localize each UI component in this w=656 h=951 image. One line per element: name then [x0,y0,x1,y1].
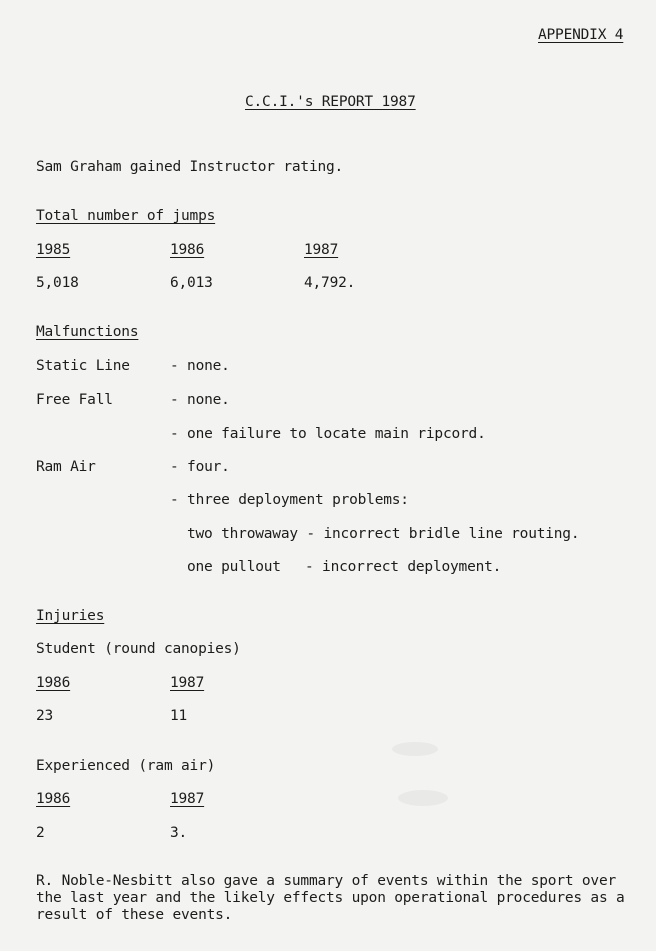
free-fall-value: - none. [170,392,230,408]
scan-smudge [398,790,448,806]
jumps-heading: Total number of jumps [36,208,216,224]
intro-text: Sam Graham gained Instructor rating. [36,159,344,175]
jumps-value-1985: 5,018 [36,275,79,291]
malfunctions-heading: Malfunctions [36,324,139,340]
experienced-label: Experienced (ram air) [36,758,216,774]
jumps-year-1986: 1986 [170,242,205,258]
ram-air-label: Ram Air [36,459,96,475]
student-value-1987: 11 [170,708,188,724]
experienced-value-1986: 2 [36,825,45,841]
free-fall-note: - one failure to locate main ripcord. [170,426,486,442]
injuries-heading: Injuries [36,608,105,624]
appendix-label: APPENDIX 4 [538,27,624,43]
student-year-1986: 1986 [36,675,71,691]
student-year-1987: 1987 [170,675,205,691]
student-label: Student (round canopies) [36,641,241,657]
jumps-value-1986: 6,013 [170,275,213,291]
ram-air-note: - three deployment problems: [170,492,409,508]
ram-air-value: - four. [170,459,230,475]
free-fall-label: Free Fall [36,392,113,408]
ram-air-detail-throwaway: two throwaway - incorrect bridle line routing. [187,526,580,542]
ram-air-detail-pullout-cause: - incorrect deployment. [305,559,502,575]
jumps-year-1985: 1985 [36,242,71,258]
jumps-year-1987: 1987 [304,242,339,258]
experienced-value-1987: 3. [170,825,188,841]
student-value-1986: 23 [36,708,54,724]
jumps-value-1987: 4,792. [304,275,356,291]
experienced-year-1987: 1987 [170,791,205,807]
closing-paragraph: R. Noble-Nesbitt also gave a summary of events within the sport over the last year and the likely effects upon operational procedures as a result of these events. [36,873,625,923]
ram-air-detail-pullout: one pullout [187,559,281,575]
experienced-year-1986: 1986 [36,791,71,807]
static-line-value: - none. [170,358,230,374]
page-title: C.C.I.'s REPORT 1987 [245,94,416,110]
static-line-label: Static Line [36,358,130,374]
scan-smudge [392,742,438,756]
